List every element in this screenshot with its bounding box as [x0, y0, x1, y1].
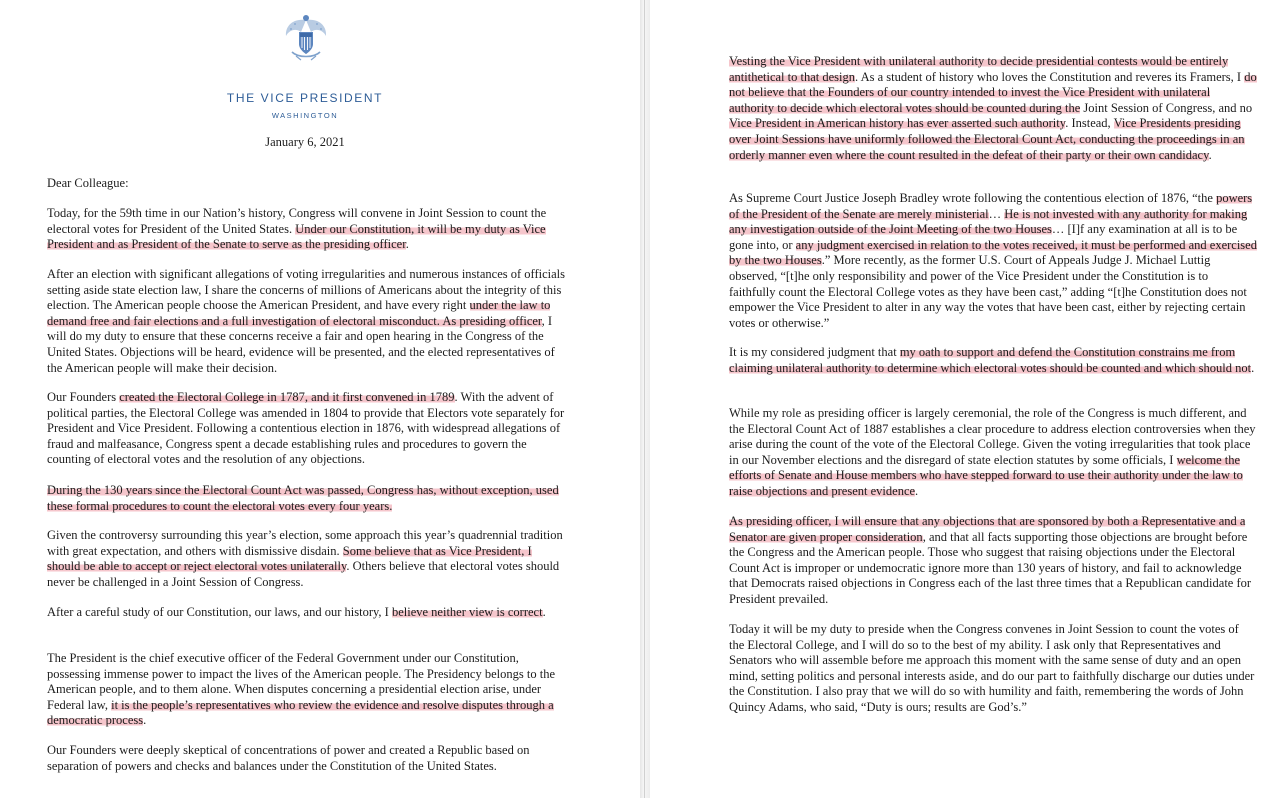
paragraph [729, 514, 1257, 608]
highlighted-text: it is the people’s representatives who review the evidence and resolve disputes through a democratic process [47, 697, 554, 728]
highlighted-text: do not believe that the Founders of our country intended to invest the Vice President with unilateral authority to decide which electoral votes should be counted during the [729, 69, 1257, 115]
paragraph-text: . With the advent of political parties, the Electoral College was amended in 1804 to provide that Electors vote separately for President and Vice President. Following a contentious election in 1876, with widespread allegations of fraud and malfeasance, Congress spent a decade establishing rules and procedures to govern the counting of electoral votes and the resolution of any objections. [47, 390, 565, 467]
letterhead-title: THE VICE PRESIDENT [226, 91, 384, 105]
paragraph-text: . [405, 237, 409, 252]
page-divider [644, 0, 645, 798]
paragraph-text: After an election with significant allegations of voting irregularities and numerous instances of officials setting aside state election law, I share the concerns of millions of Americans about the integrity of this election. The American people choose the American President, and have every right [47, 267, 566, 313]
letter-page-2 [650, 0, 1280, 798]
paragraph-text: While my role as presiding officer is largely ceremonial, the role of the Congress is much different, and the Electoral Count Act of 1887 establishes a clear procedure to address election controversies when they arise during the count of the vote of the Electoral College. Given the voting irregularities that took place in our November elections and the disregard of state election statutes by some officials, I [729, 406, 1256, 467]
paragraph-text: . Instead, [1065, 116, 1114, 131]
highlighted-text: During the 130 years since the Electoral Count Act was passed, Congress has, without exception, used these formal procedures to count the electoral votes every four years. [47, 483, 559, 513]
paragraph-text: , I will do my duty to ensure that these concerns receive a fair and open hearing in the Congress of the United States. Objections will be heard, evidence will be presented, and the elected representatives of the American people will make their decision. [47, 313, 555, 375]
paragraph-text: . As a student of history who loves the Constitution and reveres its Framers, I [855, 69, 1245, 84]
paragraph-text: It is my considered judgment that [729, 345, 900, 359]
paragraph-text: . [1208, 147, 1212, 162]
paragraph [47, 743, 567, 774]
paragraph [47, 605, 567, 621]
highlighted-text: Vice President in American history has ever asserted such authority [729, 116, 1066, 131]
paragraph-text: . [143, 713, 147, 728]
paragraph [47, 267, 567, 376]
paragraph [729, 406, 1257, 500]
paragraph-text: . Others believe that electoral votes should never be challenged in a Joint Session of Congress. [47, 559, 560, 589]
letterhead-subtitle: WASHINGTON [271, 111, 339, 120]
paragraph-text: . [915, 483, 919, 498]
letter-date: January 6, 2021 [265, 135, 345, 149]
highlighted-text: my oath to support and defend the Constitution constrains me from claiming unilateral authority to determine which electoral votes should be counted and which should not [729, 345, 1252, 375]
highlighted-text: under the law to demand free and fair elections and a full investigation of electoral misconduct. As presiding officer [47, 298, 551, 328]
paragraph-text: , and that all facts supporting those objections are brought before the Congress and the American people. Those who suggest that raising objections under the Electoral Count Act is improper or undemocratic ignore more than 130 years of history, and fail to acknowledge that Democrats raised objections in Congress each of the last three times that a Republican candidate for President prevailed. [729, 529, 1252, 606]
highlighted-text: Vesting the Vice President with unilateral authority to decide presidential contests would be entirely antithetical to that design [729, 54, 1229, 84]
paragraph-text: … [988, 206, 1005, 221]
paragraph-text: Our Founders [47, 390, 120, 404]
paragraph-text: As Supreme Court Justice Joseph Bradley wrote following the contentious election of 1876, “the [729, 191, 1217, 205]
paragraph [47, 206, 567, 253]
paragraph-text: Joint Session of Congress, and no [1080, 100, 1253, 115]
paragraph [729, 622, 1257, 716]
highlighted-text: Under our Constitution, it will be my duty as Vice President and as President of the Senate to serve as the presiding officer [47, 221, 546, 252]
paragraph-text: After a careful study of our Constitution, our laws, and our history, I [47, 605, 392, 619]
paragraph-text: .” More recently, as the former U.S. Court of Appeals Judge J. Michael Luttig observed, “[t]he only responsibility and power of the Vice President under the Constitution is to faithfully count the Electoral College votes as they have been cast,” adding “[t]he Constitution does not empower the Vice President to alter in any way the votes that have been cast, either by rejecting certain votes or otherwise.” [729, 253, 1247, 330]
paragraph-text: The President is the chief executive officer of the Federal Government under our Constitution, possessing immense power to impact the lives of the American people. The Presidency belongs to the American people, and to them alone. When disputes concerning a presidential election arise, under Federal law, [47, 651, 555, 712]
highlighted-text: believe neither view is correct [391, 605, 543, 619]
page-gutter [640, 0, 650, 798]
paragraph-text: Today, for the 59th time in our Nation’s history, Congress will convene in Joint Session to count the electoral votes for President of the United States. [47, 206, 547, 236]
vice-president-seal-icon [283, 12, 329, 64]
highlighted-text: any judgment exercised in relation to the votes received, it must be performed and exercised by the two Houses [729, 237, 1257, 268]
paragraph [47, 651, 567, 729]
salutation: Dear Colleague: [47, 176, 129, 190]
paragraph [729, 54, 1257, 163]
paragraph [47, 483, 567, 514]
highlighted-text: He is not invested with any authority for making any investigation outside of the Joint Meeting of the two Houses [729, 206, 1248, 237]
paragraph [729, 345, 1257, 376]
highlighted-text: powers of the President of the Senate are merely ministerial [729, 191, 1253, 221]
highlighted-text: Some believe that as Vice President, I should be able to accept or reject electoral votes unilaterally [47, 543, 532, 574]
highlighted-text: As presiding officer, I will ensure that any objections that are sponsored by both a Representative and a Senator are given proper consideration [729, 514, 1246, 544]
paragraph-text: . [542, 605, 546, 619]
paragraph-text: Today it will be my duty to preside when the Congress convenes in Joint Session to count the votes of the Electoral College, and I will do so to the best of my ability. I ask only that Representatives and Senators who will assemble before me approach this moment with the same sense of duty and an open mind, setting politics and personal interests aside, and do our part to faithfully discharge our duties under the Constitution. I also pray that we will do so with humility and faith, remembering the words of John Quincy Adams, who said, “Duty is ours; results are God’s.” [729, 622, 1255, 714]
highlighted-text: welcome the efforts of Senate and House members who have stepped forward to use their authority under the law to raise objections and present evidence [729, 452, 1243, 498]
paragraph [729, 191, 1257, 331]
paragraph-text: . [1251, 360, 1255, 375]
highlighted-text: Vice Presidents presiding over Joint Sessions have uniformly followed the Electoral Count Act, conducting the proceedings in an orderly manner even where the count resulted in the defeat of their party or their own candidacy [729, 116, 1245, 162]
highlighted-text: created the Electoral College in 1787, and it first convened in 1789 [119, 390, 455, 404]
paragraph-text: Our Founders were deeply skeptical of concentrations of power and created a Republic based on separation of powers and checks and balances under the Constitution of the United States. [47, 743, 530, 773]
paragraph-text: … [I]f any examination at all is to be gone into, or [729, 222, 1238, 252]
paragraph-text: Given the controversy surrounding this year’s election, some approach this year’s quadrennial tradition with great expectation, and others with dismissive disdain. [47, 528, 563, 558]
paragraph [47, 528, 567, 590]
paragraph [47, 390, 567, 468]
